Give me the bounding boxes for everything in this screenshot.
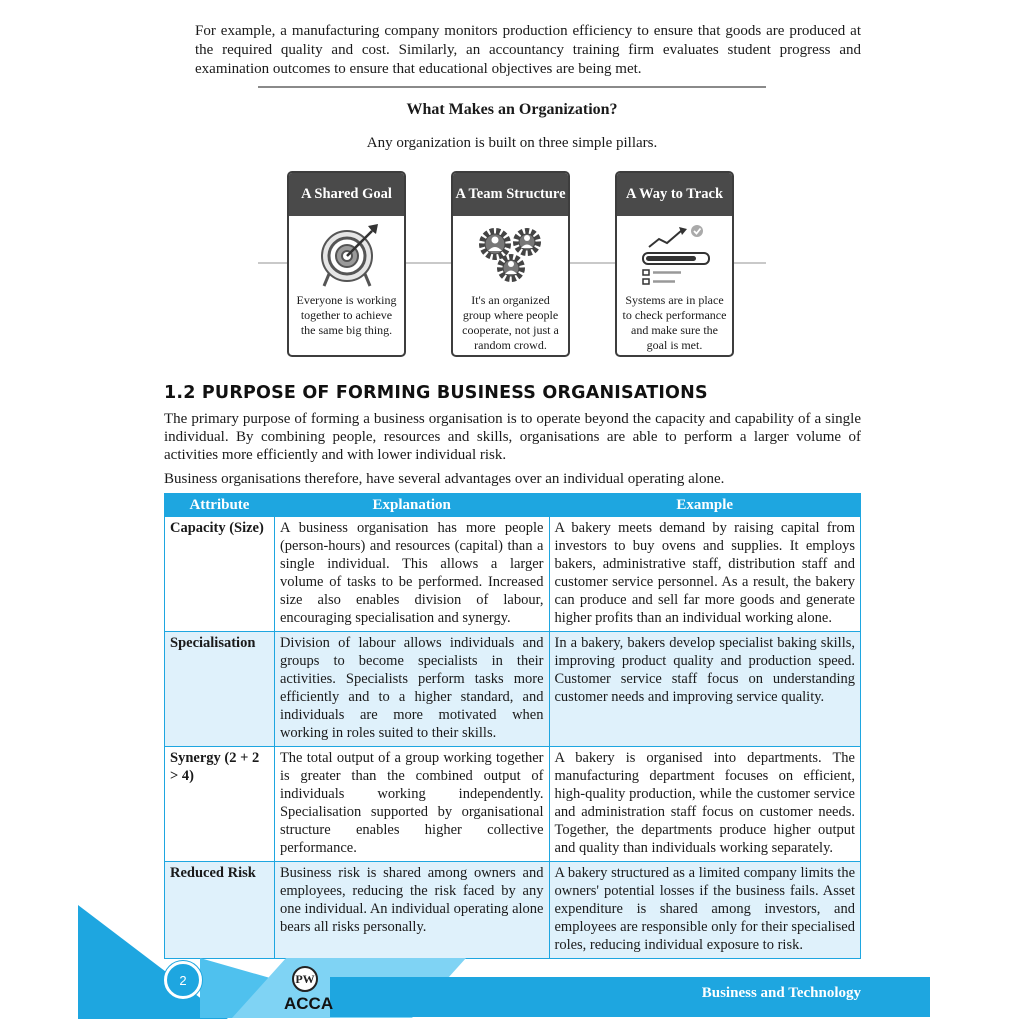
pillar-card-team-structure [451,171,570,357]
connector-line [258,262,288,264]
attribute-cell: Synergy (2 + 2 > 4) [165,747,275,862]
progress-chart-icon [617,216,732,293]
pillar-title: A Shared Goal [289,173,404,216]
table-row [165,632,861,747]
pw-logo-icon: PW [292,966,318,992]
connector-line [405,262,452,264]
connector-line [569,262,616,264]
body-paragraph: Business organisations therefore, have several advantages over an individual operating alone. [164,471,725,487]
acca-logo-text: ACCA [284,994,334,1013]
footer-book-title: Business and Technology [701,985,861,1001]
attribute-cell: Reduced Risk [165,862,275,959]
column-header: Example [549,494,861,517]
infographic-subtitle: Any organization is built on three simple pillars. [366,135,658,151]
table-header-row [165,494,861,517]
example-cell: A bakery is organised into departments. The manufacturing department focuses on efficient, high-quality production, while the customer service and administration staff focus on customer needs. Together, the departments produce higher output and quality than individuals working separately. [549,747,861,862]
connector-line [733,262,766,264]
pillar-title: A Way to Track [617,173,732,216]
gears-people-icon [453,216,568,293]
explanation-cell: Division of labour allows individuals and groups to become specialists in their activities. Specialists perform tasks more efficiently and to a higher standard, and individuals are more motivated when working in roles suited to their skills. [274,632,549,747]
infographic-title: What Makes an Organization? [406,101,618,118]
pillar-description: It's an organized group where people cooperate, not just a random crowd. [462,293,559,352]
pillar-card-shared-goal [287,171,406,357]
pillar-description: Everyone is working together to achieve the same big thing. [296,293,397,337]
attribute-cell: Capacity (Size) [165,517,275,632]
column-header: Attribute [165,494,275,517]
divider-rule [258,86,766,88]
pillar-title: A Team Structure [453,173,568,216]
explanation-cell: The total output of a group working together is greater than the combined output of individuals working independently. Specialisation supported by organisational structure enables higher collective performance. [274,747,549,862]
table-row [165,862,861,959]
pillar-description: Systems are in place to check performance and make sure the goal is met. [622,293,727,352]
table-row [165,747,861,862]
pillar-card-way-to-track [615,171,734,357]
column-header: Explanation [274,494,549,517]
advantages-table [164,493,861,959]
attribute-cell: Specialisation [165,632,275,747]
explanation-cell: A business organisation has more people (person-hours) and resources (capital) than a single individual. This allows a larger volume of tasks to be performed. Increased size also enables division of labour, encouraging specialisation and synergy. [274,517,549,632]
example-cell: In a bakery, bakers develop specialist baking skills, improving product quality and production speed. Customer service staff focus on understanding customer needs and improving service quality. [549,632,861,747]
page-number: 2 [164,961,202,999]
target-icon [289,216,404,293]
example-cell: A bakery structured as a limited company limits the owners' potential losses if the business fails. Asset expenditure is shared among investors, and employees are responsible only for their specialised roles, reducing individual exposure to risk. [549,862,861,959]
explanation-cell: Business risk is shared among owners and employees, reducing the risk faced by any one individual. An individual operating alone bears all risks personally. [274,862,549,959]
table-row [165,517,861,632]
body-paragraph: The primary purpose of forming a business organisation is to operate beyond the capacity and capability of a single individual. By combining people, resources and skills, organisations are able to perform a larger volume of activities more efficiently and with lower individual risk. [164,411,861,463]
section-heading: 1.2 PURPOSE OF FORMING BUSINESS ORGANISATIONS [164,383,708,403]
example-cell: A bakery meets demand by raising capital from investors to buy ovens and supplies. It employs bakers, administrative staff, distribution staff and customer service personnel. As a result, the bakery can produce and sell far more goods and generate higher profits than an individual working alone. [549,517,861,632]
intro-paragraph: For example, a manufacturing company monitors production efficiency to ensure that goods are produced at the required quality and cost. Similarly, an accountancy training firm evaluates student progress and examination outcomes to ensure that educational objectives are being met. [195,23,861,77]
